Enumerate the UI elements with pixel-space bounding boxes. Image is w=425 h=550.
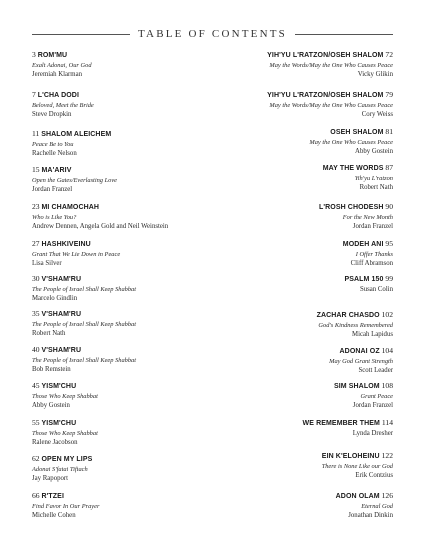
entry-heading	[32, 50, 222, 61]
entry-heading	[32, 239, 222, 250]
page-number: 104	[381, 346, 393, 355]
entry-heading	[203, 239, 393, 250]
entry-heading	[32, 165, 222, 176]
entry-title: V'SHAM'RU	[41, 311, 82, 318]
entry-subtitle: Grant Peace	[360, 393, 393, 400]
entry-author: Jay Rapoport	[32, 475, 69, 482]
entry-subtitle: Peace Be to You	[32, 141, 74, 148]
entry-subtitle: Exalt Adonai, Our God	[32, 62, 92, 69]
toc-entry	[203, 491, 393, 520]
page-number: 45	[32, 381, 40, 390]
entry-title: HASHKIVEINU	[41, 241, 91, 248]
entry-subtitle: May the Words/May the One Who Causes Peace	[269, 102, 393, 109]
entry-subtitle: God's Kindness Remembered	[318, 322, 393, 329]
toc-entry	[203, 50, 393, 79]
entry-subtitle: Who is Like You?	[32, 214, 77, 221]
entry-heading	[203, 491, 393, 502]
entry-title: L'ROSH CHODESH	[318, 204, 384, 211]
entry-title: MAY THE WORDS	[322, 165, 384, 172]
entry-title: EIN K'ELOHEINU	[321, 453, 380, 460]
entry-heading	[203, 50, 393, 61]
page-number: 126	[381, 491, 393, 500]
toc-entry	[32, 239, 222, 268]
entry-author: Jordan Franzel	[32, 186, 73, 193]
entry-author: Jordan Franzel	[352, 402, 393, 409]
toc-entry	[203, 310, 393, 339]
entry-heading	[203, 346, 393, 357]
entry-subtitle: Find Favor In Our Prayer	[32, 503, 100, 510]
toc-entry	[32, 381, 222, 410]
entry-heading	[32, 129, 222, 140]
page-number: 79	[385, 90, 393, 99]
entry-author: Jonathan Dinkin	[348, 512, 393, 519]
entry-title: ADON OLAM	[335, 493, 380, 500]
entry-subtitle: Open the Gates/Everlasting Love	[32, 177, 118, 184]
toc-entry	[32, 90, 222, 119]
toc-entry	[203, 127, 393, 156]
toc-entry	[32, 165, 222, 194]
page-number: 99	[385, 274, 393, 283]
toc-entry	[32, 345, 222, 374]
page-number: 3	[32, 50, 36, 59]
entry-heading	[203, 202, 393, 213]
toc-entry	[32, 129, 222, 158]
entry-title: YISM'CHU	[41, 420, 77, 427]
page-number: 108	[381, 381, 393, 390]
entry-subtitle: May God Grant Strength	[329, 358, 393, 365]
entry-subtitle: Beloved, Meet the Bride	[32, 102, 94, 109]
entry-heading	[203, 163, 393, 174]
entry-heading	[32, 274, 222, 285]
entry-title: PSALM 150	[344, 276, 384, 283]
entry-author: Steve Dropkin	[32, 111, 72, 118]
header-rule-right	[295, 34, 393, 35]
entry-author: Abby Gostein	[355, 148, 393, 155]
page-number: 23	[32, 202, 40, 211]
toc-entry	[32, 202, 222, 231]
entry-title: MA'ARIV	[41, 167, 72, 174]
entry-heading	[32, 454, 222, 465]
toc-entry	[203, 90, 393, 119]
page-title: TABLE OF CONTENTS	[138, 28, 287, 40]
entry-heading	[203, 310, 393, 321]
entry-subtitle: The People of Israel Shall Keep Shabbat	[32, 286, 137, 293]
entry-title: MODEH ANI	[342, 241, 384, 248]
entry-subtitle: Those Who Keep Shabbat	[32, 430, 98, 437]
entry-heading	[32, 418, 222, 429]
entry-author: Cliff Abramson	[350, 260, 393, 267]
page-number: 114	[381, 418, 393, 427]
entry-author: Cory Weiss	[361, 111, 393, 118]
toc-entry	[32, 50, 222, 79]
entry-author: Erik Contzius	[355, 472, 393, 479]
entry-author: Robert Nath	[32, 330, 66, 337]
entry-author: Marcelo Gindlin	[32, 295, 78, 302]
entry-title: R'TZEI	[41, 493, 64, 500]
entry-title: YISM'CHU	[41, 383, 77, 390]
entry-title: V'SHAM'RU	[41, 276, 82, 283]
entry-subtitle: The People of Israel Shall Keep Shabbat	[32, 357, 137, 364]
page-number: 55	[32, 418, 40, 427]
entry-title: ROM'MU	[37, 52, 68, 59]
toc-entry	[203, 274, 393, 294]
entry-subtitle: Eternal God	[361, 503, 393, 510]
entry-title: YIH'YU L'RATZON/OSEH SHALOM	[267, 52, 384, 59]
page-number: 72	[385, 50, 393, 59]
entry-heading	[203, 381, 393, 392]
toc-entry	[203, 346, 393, 375]
entry-author: Jeremiah Klarman	[32, 71, 83, 78]
entry-author: Ralene Jacobson	[32, 439, 78, 446]
entry-subtitle: I Offer Thanks	[355, 251, 393, 258]
entry-subtitle: The People of Israel Shall Keep Shabbat	[32, 321, 137, 328]
entry-heading	[203, 418, 393, 429]
entry-author: Jordan Franzel	[352, 223, 393, 230]
page-number: 122	[381, 451, 393, 460]
entry-heading	[203, 127, 393, 138]
entry-subtitle: Yih'yu L'ratzon	[354, 175, 393, 182]
page-number: 40	[32, 345, 40, 354]
toc-entry	[203, 381, 393, 410]
toc-entry	[203, 239, 393, 268]
toc-entry	[32, 418, 222, 447]
entry-subtitle: May the Words/May the One Who Causes Peace	[269, 62, 393, 69]
toc-entry	[32, 274, 222, 303]
entry-author: Robert Nath	[359, 184, 393, 191]
toc-entry	[203, 202, 393, 231]
entry-title: V'SHAM'RU	[41, 347, 82, 354]
entry-title: OSEH SHALOM	[330, 129, 384, 136]
entry-author: Scott Leader	[358, 367, 393, 374]
entry-title: ZACHAR CHASDO	[316, 312, 380, 319]
page-number: 27	[32, 239, 40, 248]
entry-title: ADONAI OZ	[339, 348, 380, 355]
entry-heading	[32, 309, 222, 320]
entry-title: SIM SHALOM	[333, 383, 380, 390]
entry-heading	[203, 90, 393, 101]
entry-heading	[32, 202, 222, 213]
entry-title: YIH'YU L'RATZON/OSEH SHALOM	[267, 92, 384, 99]
entry-title: MI CHAMOCHAH	[41, 204, 100, 211]
entry-heading	[32, 381, 222, 392]
entry-title: WE REMEMBER THEM	[302, 420, 380, 427]
page-number: 35	[32, 309, 40, 318]
page-number: 102	[381, 310, 393, 319]
entry-subtitle: Adonai S'fatai Tiftach	[32, 466, 88, 473]
entry-title: OPEN MY LIPS	[41, 456, 93, 463]
entry-heading	[203, 451, 393, 462]
toc-entry	[203, 451, 393, 480]
entry-title: L'CHA DODI	[37, 92, 79, 99]
toc-header	[32, 27, 393, 41]
entry-subtitle: May the One Who Causes Peace	[309, 139, 393, 146]
entry-author: Abby Gostein	[32, 402, 70, 409]
page-number: 30	[32, 274, 40, 283]
page-number: 7	[32, 90, 36, 99]
page-number: 11	[32, 129, 40, 138]
entry-subtitle: There is None Like our God	[321, 463, 393, 470]
entry-author: Susan Colin	[359, 286, 393, 293]
page-number: 90	[385, 202, 393, 211]
entry-author: Michelle Cohen	[32, 512, 76, 519]
entry-author: Lisa Silver	[32, 260, 62, 267]
entry-author: Andrew Dennen, Angela Gold and Neil Weinstein	[32, 223, 169, 230]
toc-entry	[32, 309, 222, 338]
entry-author: Rachelle Nelson	[32, 150, 77, 157]
header-rule-left	[32, 34, 130, 35]
entry-subtitle: For the New Month	[342, 214, 393, 221]
page-number: 15	[32, 165, 40, 174]
entry-heading	[32, 90, 222, 101]
toc-entry	[203, 163, 393, 192]
entry-heading	[32, 345, 222, 356]
entry-author: Vicky Glikin	[357, 71, 393, 78]
page-number: 62	[32, 454, 40, 463]
page-number: 87	[385, 163, 393, 172]
entry-title: SHALOM ALEICHEM	[41, 131, 112, 138]
entry-heading	[32, 491, 222, 502]
toc-entry	[32, 491, 222, 520]
toc-entry	[32, 454, 222, 483]
entry-heading	[203, 274, 393, 285]
entry-subtitle: Grant That We Lie Down in Peace	[32, 251, 121, 258]
entry-subtitle: Those Who Keep Shabbat	[32, 393, 98, 400]
page-number: 95	[385, 239, 393, 248]
toc-entry	[203, 418, 393, 438]
entry-author: Micah Lapidus	[352, 331, 393, 338]
entry-author: Bob Remstein	[32, 366, 71, 373]
page-number: 66	[32, 491, 40, 500]
entry-author: Lynda Dresher	[352, 430, 393, 437]
page-number: 81	[385, 127, 393, 136]
